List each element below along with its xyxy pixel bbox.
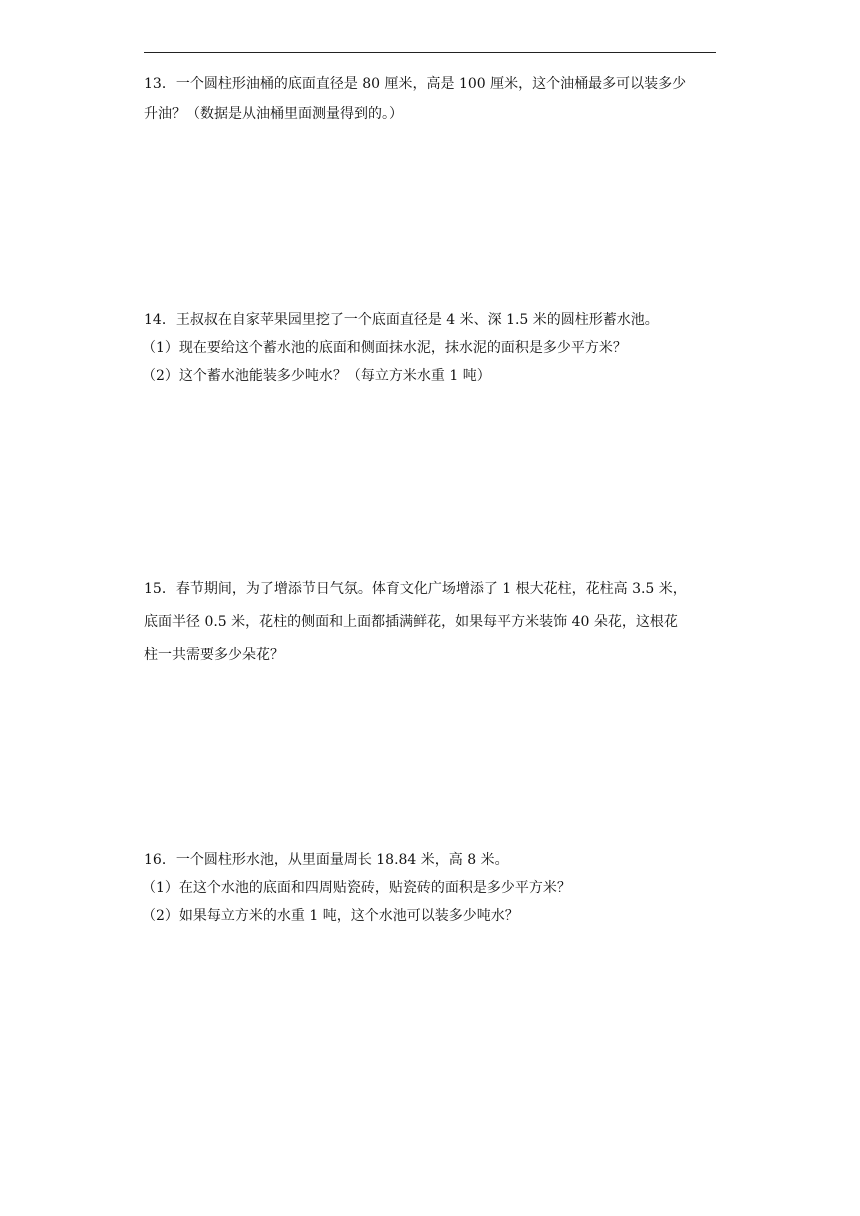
sub-question-1: （1）在这个水池的底面和四周贴瓷砖，贴瓷砖的面积是多少平方米？ — [142, 880, 571, 896]
problem-text-line: 14．王叔叔在自家苹果园里挖了一个底面直径是 4 米、深 1.5 米的圆柱形蓄水池。 — [144, 312, 659, 328]
problem-text-line: 底面半径 0.5 米，花柱的侧面和上面都插满鲜花，如果每平方米装饰 40 朵花，这根花 — [144, 614, 678, 630]
problem-13 — [144, 77, 724, 121]
problem-14 — [144, 313, 724, 383]
problem-text-line: 13．一个圆柱形油桶的底面直径是 80 厘米，高是 100 厘米，这个油桶最多可以装多少 — [144, 76, 687, 92]
problem-16 — [144, 853, 724, 923]
problem-text-line: 柱一共需要多少朵花？ — [144, 647, 284, 663]
header-rule — [144, 52, 716, 53]
problem-text-line: 15．春节期间，为了增添节日气氛。体育文化广场增添了 1 根大花柱，花柱高 3.5 米， — [144, 581, 687, 597]
problem-text-line: 升油？（数据是从油桶里面测量得到的。） — [144, 106, 403, 122]
sub-question-1: （1）现在要给这个蓄水池的底面和侧面抹水泥，抹水泥的面积是多少平方米？ — [142, 340, 627, 356]
sub-question-2: （2）如果每立方米的水重 1 吨，这个水池可以装多少吨水？ — [142, 908, 519, 924]
problem-text-line: 16．一个圆柱形水池，从里面量周长 18.84 米，高 8 米。 — [144, 852, 509, 868]
sub-question-2: （2）这个蓄水池能装多少吨水？（每立方米水重 1 吨） — [142, 368, 491, 384]
problem-15 — [144, 582, 724, 662]
